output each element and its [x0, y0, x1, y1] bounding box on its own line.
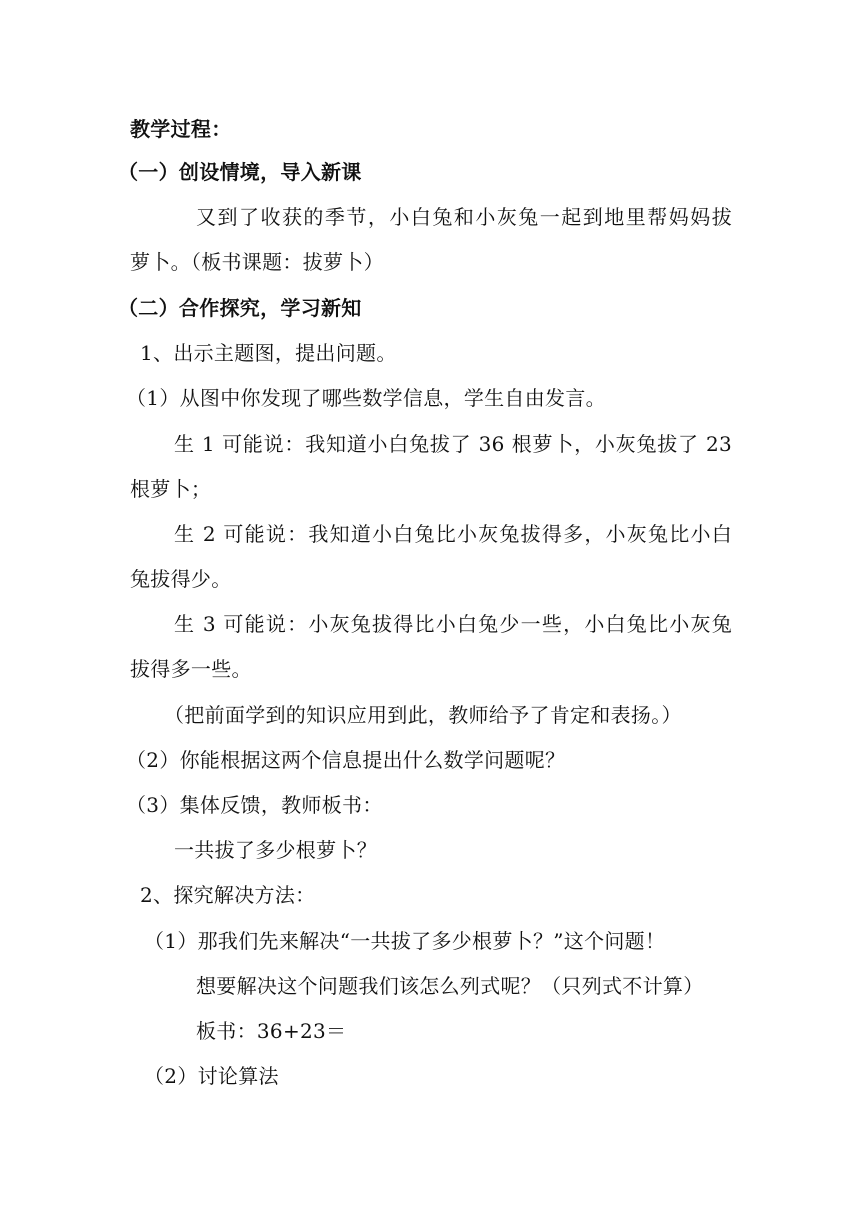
student-1-line-2: 根萝卜； [130, 477, 212, 501]
teacher-note: （把前面学到的知识应用到此，教师给予了肯定和表扬。） [164, 703, 682, 727]
student-2-line-1: 生 2 可能说：我知道小白兔比小灰兔拔得多，小灰兔比小白 [174, 522, 732, 546]
item-2-explore-methods: 2、探究解决方法： [140, 883, 316, 907]
item-1-show-picture: 1、出示主题图，提出问题。 [140, 341, 397, 365]
question-3: （3）集体反馈，教师板书： [126, 793, 383, 817]
method-1-question: 想要解决这个问题我们该怎么列式呢？（只列式不计算） [196, 974, 704, 998]
lesson-process-heading: 教学过程： [130, 117, 232, 141]
question-3-board-text: 一共拔了多少根萝卜？ [174, 838, 377, 862]
student-2-line-2: 兔拔得少。 [130, 567, 232, 591]
student-1-line-1: 生 1 可能说：我知道小白兔拔了 36 根萝卜，小灰兔拔了 23 [174, 432, 732, 456]
question-2: （2）你能根据这两个信息提出什么数学问题呢？ [126, 748, 566, 772]
student-3-line-1: 生 3 可能说：小灰兔拔得比小白兔少一些，小白兔比小灰兔 [174, 612, 732, 636]
section-two-title: （二）合作探究，学习新知 [118, 296, 362, 320]
section-one-title: （一）创设情境，导入新课 [118, 160, 362, 184]
method-1-board-equation: 板书：36+23＝ [196, 1019, 347, 1043]
question-1: （1）从图中你发现了哪些数学信息，学生自由发言。 [126, 386, 606, 410]
method-1: （1）那我们先来解决“一共拔了多少根萝卜？”这个问题！ [144, 929, 666, 953]
section-one-paragraph-line-1: 又到了收获的季节，小白兔和小灰兔一起到地里帮妈妈拔 [196, 205, 732, 229]
student-3-line-2: 拔得多一些。 [130, 657, 252, 681]
method-2: （2）讨论算法 [144, 1064, 279, 1088]
section-one-paragraph-line-2: 萝卜。（板书课题：拔萝卜） [130, 250, 384, 274]
